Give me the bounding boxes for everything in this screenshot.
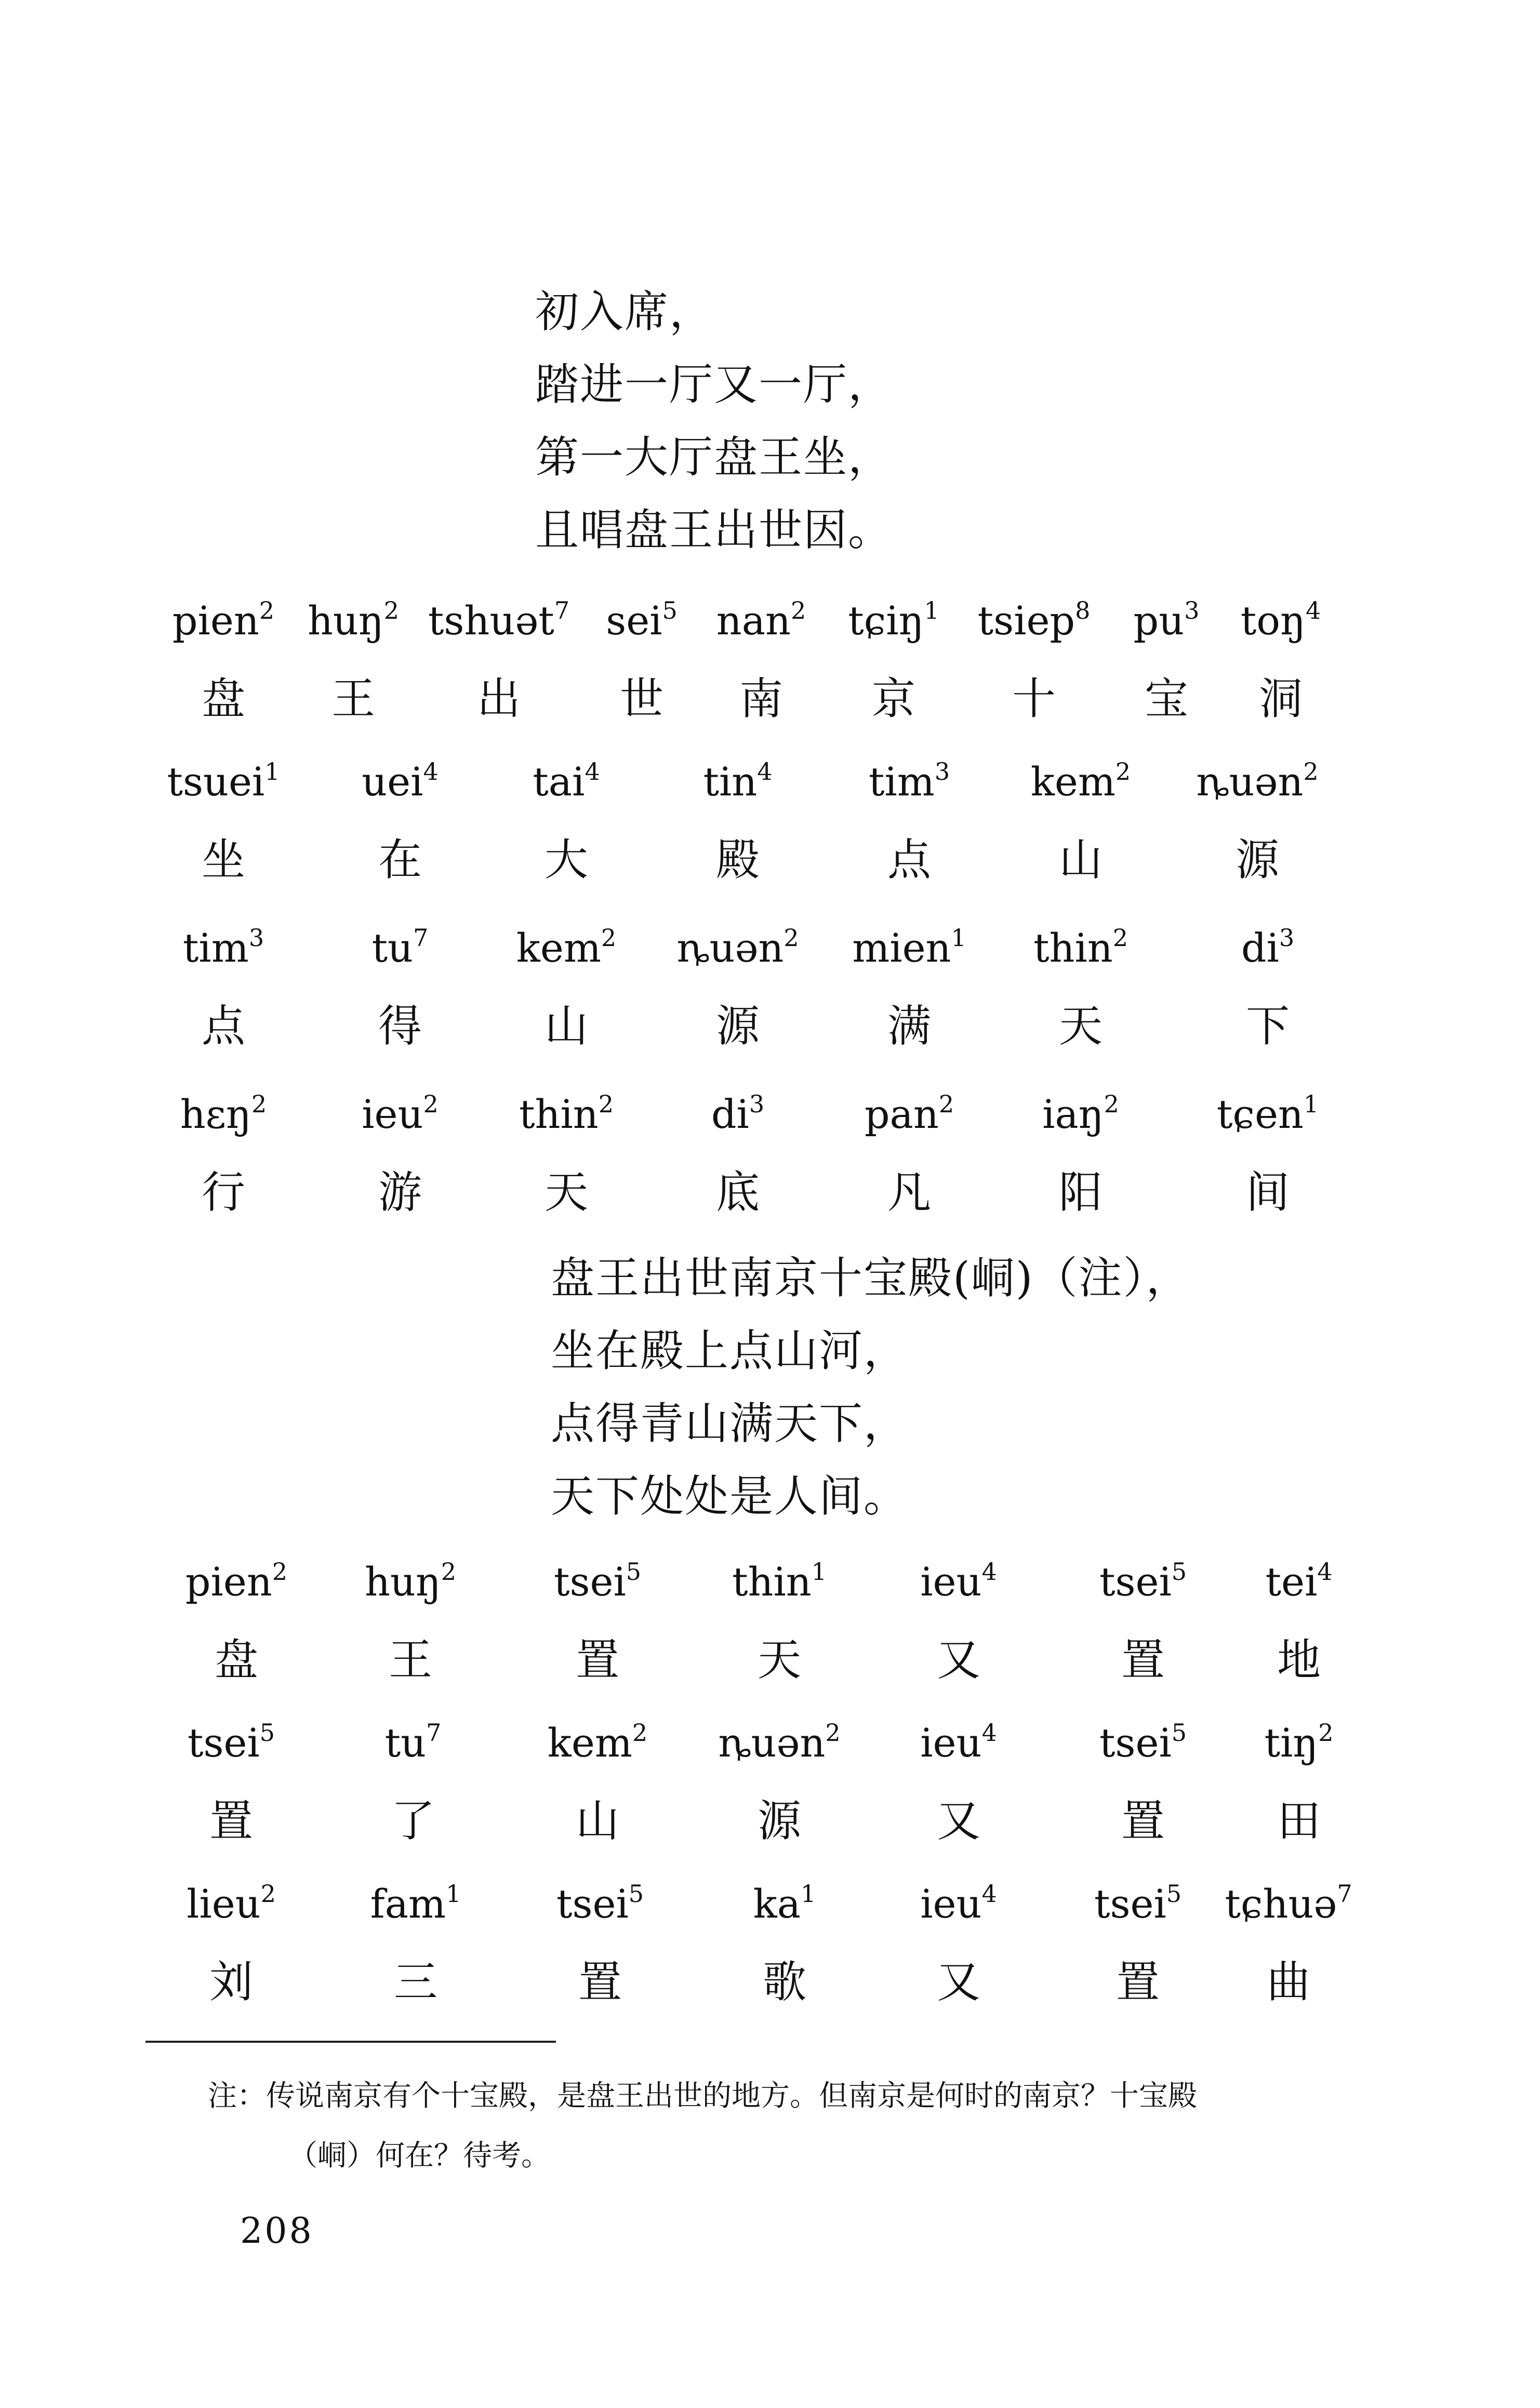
gloss-cell [1185,1704,1413,1860]
page-number: 208 [240,2211,314,2252]
hanzi: 置 [1116,1957,1160,2007]
hanzi: 山 [1058,834,1103,885]
romanization: pien$^2$ [172,596,275,644]
romanization: $ka^1$ [753,1880,816,1927]
romanization: tsei$^5$ [556,1880,644,1927]
romanization: ieu$^4$ [920,1719,997,1766]
hanzi: 了 [391,1795,435,1846]
hanzi: 山 [575,1795,619,1846]
hanzi: 王 [388,1634,432,1685]
romanization: tiŋ$^2$ [1264,1719,1334,1766]
hanzi: 坐 [201,834,245,885]
verse-line: 第一大厅盘王坐， [535,432,893,483]
hanzi: 宝 [1144,673,1188,724]
romanization: ieu$^4$ [920,1880,997,1927]
hanzi: 间 [1245,1167,1290,1218]
romanization: ieu$^2$ [362,1090,439,1137]
hanzi: 又 [936,1957,980,2007]
romanization: tai$^4$ [533,757,600,805]
verse-line: 点得青山满天下， [551,1398,909,1449]
romanization: pien$^2$ [185,1558,288,1605]
gloss-row [0,582,1540,738]
hanzi: 底 [715,1167,760,1218]
hanzi: 置 [209,1795,253,1846]
hanzi: 得 [378,1001,422,1052]
gloss-cell [1153,1075,1382,1231]
romanization: $pu^3$ [1133,596,1200,644]
gloss-row [0,743,1540,899]
hanzi: 京 [871,673,915,724]
hanzi: 洞 [1258,673,1303,724]
hanzi: 歌 [762,1957,806,2007]
gloss-cell [1153,909,1382,1065]
hanzi: 盘 [214,1634,258,1685]
hanzi: 大 [544,834,588,885]
hanzi: 置 [1121,1634,1165,1685]
hanzi: 刘 [209,1957,253,2007]
romanization: thin$^2$ [519,1090,614,1137]
romanization: $di^3$ [711,1090,765,1137]
footnote-line-2: （峒）何在？待考。 [288,2139,550,2173]
hanzi: 行 [201,1167,245,1218]
hanzi: 又 [936,1634,980,1685]
hanzi: 又 [936,1795,980,1846]
gloss-row [0,909,1540,1065]
romanization: tei$^4$ [1265,1558,1333,1605]
romanization: nan$^2$ [716,596,806,644]
verse-line: 初入席， [535,286,714,337]
hanzi: 凡 [887,1167,931,1218]
romanization: tsei$^5$ [1099,1719,1187,1766]
romanization: fam$^1$ [370,1880,461,1927]
romanization: huŋ$^2$ [364,1558,457,1605]
hanzi: 天 [757,1634,801,1685]
romanization: kem$^2$ [516,924,617,971]
hanzi: 南 [739,673,783,724]
hanzi: 田 [1277,1795,1321,1846]
romanization: lieu$^2$ [187,1880,276,1927]
romanization: thin$^2$ [1033,924,1129,971]
hanzi: 盘 [201,673,245,724]
hanzi: 下 [1245,1001,1290,1052]
hanzi: 源 [715,1001,760,1052]
romanization: hɛŋ$^2$ [180,1090,267,1137]
hanzi: 源 [757,1795,801,1846]
hanzi: 出 [476,673,521,724]
romanization: tsei$^5$ [553,1558,642,1605]
hanzi: 天 [544,1167,588,1218]
hanzi: 三 [393,1957,437,2007]
romanization: tsiep$^8$ [977,596,1091,644]
romanization: tsei$^5$ [187,1719,275,1766]
hanzi: 王 [331,673,375,724]
footnote-rule [145,2041,556,2043]
hanzi: 世 [619,673,663,724]
gloss-row [0,1704,1540,1860]
hanzi: 置 [575,1634,619,1685]
hanzi: 点 [201,1001,245,1052]
romanization: kem$^2$ [1030,757,1131,805]
gloss-row [0,1543,1540,1699]
hanzi: 阳 [1058,1167,1103,1218]
romanization: $di^3$ [1241,924,1295,971]
hanzi: 源 [1235,834,1279,885]
hanzi: 置 [1121,1795,1165,1846]
romanization: ȵuən$^2$ [718,1719,841,1766]
romanization: toŋ$^4$ [1240,596,1321,644]
verse-1 [535,275,893,566]
verse-line: 踏进一厅又一厅， [535,359,893,410]
romanization: tim$^3$ [868,757,950,805]
hanzi: 满 [887,1001,931,1052]
romanization: ȵuən$^2$ [1196,757,1319,805]
verse-2 [551,1242,1191,1533]
romanization: ieu$^4$ [920,1558,997,1605]
gloss-cell [1143,743,1372,899]
romanization: thin$^1$ [732,1558,827,1605]
romanization: tshuət$^7$ [428,596,570,644]
romanization: sei$^5$ [606,596,678,644]
hanzi: 在 [378,834,422,885]
verse-line: 坐在殿上点山河， [551,1325,909,1376]
hanzi: 十 [1012,673,1056,724]
hanzi: 天 [1058,1001,1103,1052]
hanzi: 地 [1277,1634,1321,1685]
romanization: tɕiŋ$^1$ [848,596,939,644]
romanization: ȵuən$^2$ [676,924,799,971]
romanization: huŋ$^2$ [307,596,400,644]
romanization: tin$^4$ [703,757,773,805]
hanzi: 游 [378,1167,422,1218]
hanzi: 曲 [1266,1957,1310,2007]
gloss-cell [1166,582,1395,738]
romanization: mien$^1$ [852,924,966,971]
romanization: uei$^4$ [362,757,439,805]
romanization: tim$^3$ [182,924,264,971]
verse-line: 天下处处是人间。 [551,1471,909,1522]
gloss-row [0,1075,1540,1231]
verse-line: 且唱盘王出世因。 [535,504,893,555]
romanization: iaŋ$^2$ [1042,1090,1119,1137]
gloss-cell [1185,1543,1413,1699]
romanization: $tu^7$ [371,924,429,971]
gloss-cell [1174,1865,1403,2021]
romanization: kem$^2$ [547,1719,648,1766]
romanization: tsei$^5$ [1099,1558,1187,1605]
romanization: tɕen$^1$ [1216,1090,1319,1137]
verse-line: 盘王出世南京十宝殿(峒)（注）， [551,1253,1191,1303]
hanzi: 殿 [715,834,760,885]
romanization: tsei$^5$ [1094,1880,1182,1927]
romanization: tsuei$^1$ [167,757,280,805]
footnote-line-1: 注：传说南京有个十宝殿，是盘王出世的地方。但南京是何时的南京？十宝殿 [208,2079,1197,2113]
hanzi: 山 [544,1001,588,1052]
hanzi: 置 [578,1957,622,2007]
hanzi: 点 [887,834,931,885]
gloss-row [0,1865,1540,2021]
romanization: pan$^2$ [864,1090,954,1137]
romanization: tɕhuə$^7$ [1225,1880,1352,1927]
romanization: $tu^7$ [384,1719,442,1766]
